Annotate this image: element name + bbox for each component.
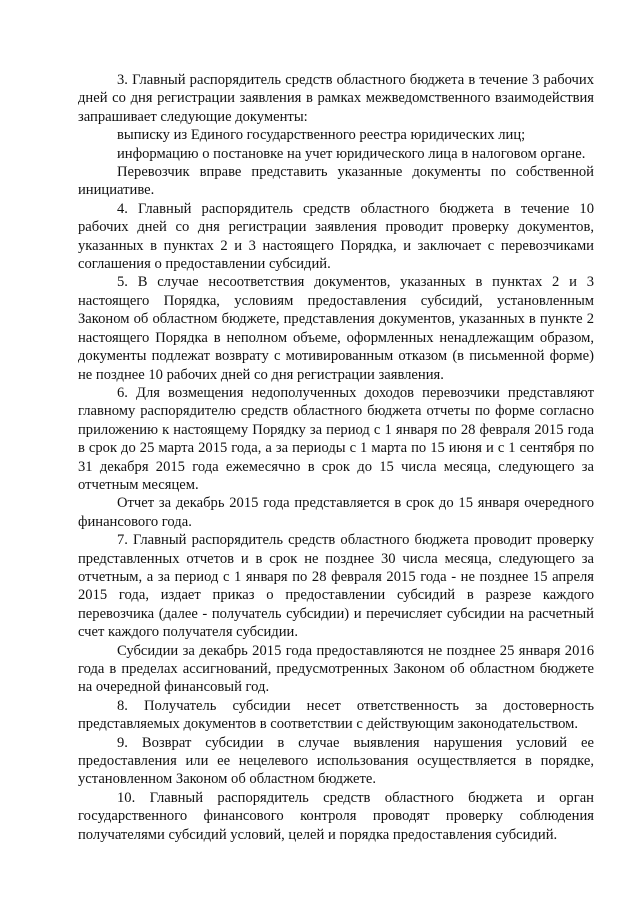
paragraph-tax-registration: информацию о постановке на учет юридического лица в налоговом органе. — [117, 145, 586, 162]
paragraph-december-subsidies: Субсидии за декабрь 2015 года предоставляются не позднее 25 января 2016 года в пределах ассигнований, предусмотренных Законом об областном бюджете на очередной финансовый год. — [78, 642, 594, 696]
paragraph-item-7: 7. Главный распорядитель средств областного бюджета проводит проверку представленных отчетов и в срок не позднее 30 числа месяца, следующего за отчетным, а за период с 1 января по 28 февраля 2015 года - не позднее 15 апреля 2015 года, издает приказ о предоставлении субсидий в разрезе каждого перевозчика (далее - получатель субсидии) и перечисляет субсидии на расчетный счет каждого получателя субсидии. — [78, 532, 594, 641]
paragraph-item-3: 3. Главный распорядитель средств областного бюджета в течение 3 рабочих дней со дня регистрации заявления в рамках межведомственного взаимодействия запрашивает следующие документы: — [78, 72, 594, 125]
paragraph-december-report: Отчет за декабрь 2015 года представляется в срок до 15 января очередного финансового года. — [78, 495, 594, 530]
paragraph-item-5: 5. В случае несоответствия документов, указанных в пунктах 2 и 3 настоящего Порядка, условиям предоставления субсидий, установленным Законом об областном бюджете, представления документов, указанных в пункте 2 настоящего Порядка в неполном объеме, оформленных ненадлежащим образом, документы подлежат возврату с мотивированным отказом (в письменной форме) не позднее 10 рабочих дней со дня регистрации заявления. — [78, 274, 594, 383]
paragraph-item-10: 10. Главный распорядитель средств областного бюджета и орган государственного финансового контроля проводят проверку соблюдения получателями субсидий условий, целей и порядка предоставления субсидий. — [78, 789, 594, 843]
paragraph-carrier-initiative: Перевозчик вправе представить указанные документы по собственной инициативе. — [78, 164, 594, 199]
paragraph-item-6: 6. Для возмещения недополученных доходов перевозчики представляют главному распорядителю средств областного бюджета отчеты по форме согласно приложению к настоящему Порядку за период с 1 января по 28 февраля 2015 года в срок до 25 марта 2015 года, а за периоды с 1 марта по 15 июня и с 1 сентября по 31 декабря 2015 года ежемесячно в срок до 15 числа месяца, следующего за отчетным месяцем. — [78, 384, 594, 493]
paragraph-item-4: 4. Главный распорядитель средств областного бюджета в течение 10 рабочих дней со дня регистрации заявления проводит проверку документов, указанных в пунктах 2 и 3 настоящего Порядка, и заключает с перевозчиками соглашения о предоставлении субсидий. — [78, 200, 594, 273]
paragraph-item-8: 8. Получатель субсидии несет ответственность за достоверность представляемых документов в соответствии с действующим законодательством. — [78, 697, 594, 733]
document-page — [78, 71, 594, 844]
paragraph-item-9: 9. Возврат субсидии в случае выявления нарушения условий ее предоставления или ее нецелевого использования осуществляется в порядке, установленном Законом об областном бюджете. — [78, 734, 594, 788]
paragraph-egrul-extract: выписку из Единого государственного реестра юридических лиц; — [117, 127, 526, 144]
